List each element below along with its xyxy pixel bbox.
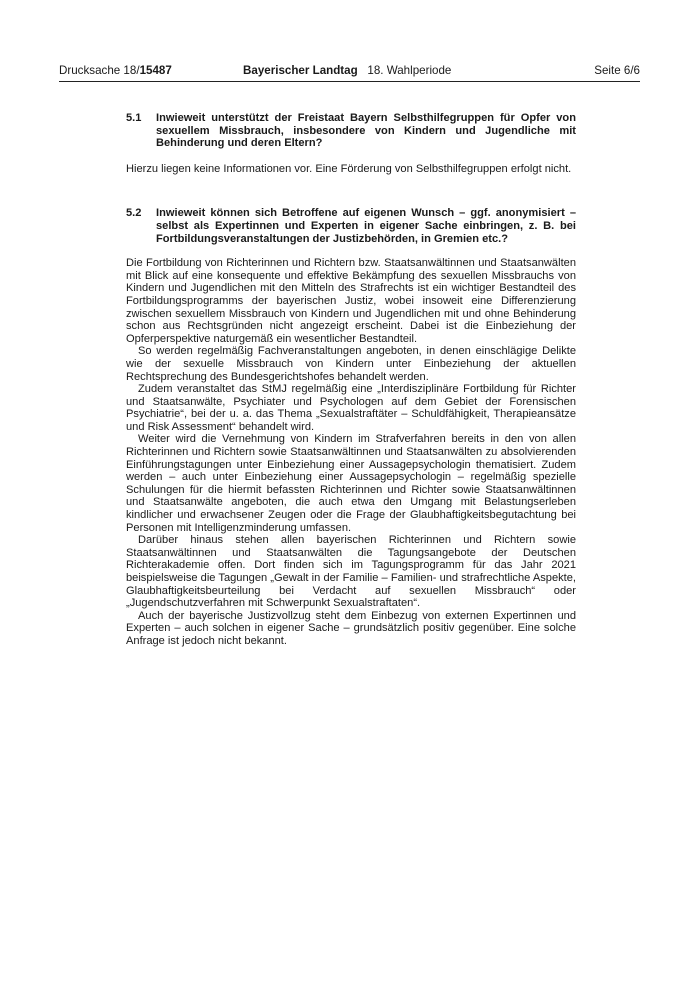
election-period: 18. Wahlperiode bbox=[367, 64, 452, 77]
answer-paragraph: Auch der bayerische Justizvollzug steht dem Einbezug von externen Expertinnen und Experten – auch solchen in eigener Sache – grundsätzlich positiv gegenüber. Eine solche Anfrage ist jedoch nicht bekannt. bbox=[126, 609, 576, 647]
answer-paragraph: Weiter wird die Vernehmung von Kindern im Strafverfahren bereits in den von allen Richterinnen und Richtern sowie Staatsanwältinnen und Staatsanwälten zu absolvierenden Einführungstagungen unter Einbeziehung einer Aussagepsychologin thematisiert. Zudem werden – auch unter Einbeziehung einer Aussagepsychologin – regelmäßig spezielle Schulungen für die hiermit befassten Richterinnen und Richter sowie Staatsanwältinnen und Staatsanwälte angeboten, die auch etwa den Umgang mit Belastungserleben kindlicher und erwachsener Zeugen oder die Frage der Glaubhaftigkeitsbegutachtung bei Personen mit Intelligenzminderung umfassen. bbox=[126, 433, 576, 534]
page-header bbox=[59, 64, 640, 80]
answer-paragraph: So werden regelmäßig Fachveranstaltungen angeboten, in denen einschlägige Delikte wie der sexuelle Missbrauch von Kindern unter Einbeziehung der aktuellen Rechtsprechung des Bundesgerichtshofes behandelt werden. bbox=[126, 345, 576, 383]
parliament-name: Bayerischer Landtag bbox=[243, 64, 358, 77]
question-text: Inwieweit unterstützt der Freistaat Bayern Selbsthilfegruppen für Opfer von sexuellem Missbrauch, insbesondere von Kindern und Jugendliche mit Behinderung und deren Eltern? bbox=[156, 112, 576, 150]
page-number: Seite 6/6 bbox=[594, 64, 640, 77]
question-number: 5.2 bbox=[126, 207, 142, 220]
answer-paragraph: Die Fortbildung von Richterinnen und Richtern bzw. Staatsanwältinnen und Staatsanwälten mit Blick auf eine konsequente und effektive Bekämpfung des sexuellen Missbrauchs von Kindern und Jugendlichen mit den Mitteln des Strafrechts ist ein wichtiger Bestandteil des Fortbildungsprogramms der bayerischen Justiz, wobei insoweit eine Differenzierung zwischen sexuellem Missbrauch von Kindern und Jugendlichen mit und ohne Behinderung schon aus Rechtsgründen nicht angezeigt erscheint. Dabei ist die Einbeziehung der Opferperspektive naturgemäß ein wesentlicher Bestandteil. bbox=[126, 257, 576, 345]
answer-paragraph: Hierzu liegen keine Informationen vor. Eine Förderung von Selbsthilfegruppen erfolgt nicht. bbox=[126, 162, 572, 175]
document-number bbox=[59, 64, 172, 78]
header-divider bbox=[59, 81, 640, 82]
question-text: Inwieweit können sich Betroffene auf eigenen Wunsch – ggf. anonymisiert – selbst als Expertinnen und Experten in eigener Sache einbringen, z. B. bei Fortbildungsveranstaltungen der Justizbehörden, in Gremien etc.? bbox=[156, 207, 576, 245]
question-5-1 bbox=[126, 112, 576, 150]
parliament-period bbox=[243, 64, 451, 78]
document-body bbox=[126, 112, 576, 648]
question-5-2 bbox=[126, 207, 576, 245]
question-number: 5.1 bbox=[126, 112, 142, 124]
drucksache-label: Drucksache 18/ bbox=[59, 64, 140, 77]
answer-paragraph: Darüber hinaus stehen allen bayerischen Richterinnen und Richtern sowie Staatsanwältinnen und Staatsanwälten die Tagungsangebote der Deutschen Richterakademie offen. Dort finden sich im Tagungsprogramm für das Jahr 2021 beispielsweise die Tagungen „Gewalt in der Familie – Familien- und strafrechtliche Aspekte, Glaubhaftigkeitsbeurteilung bei Verdacht auf sexuellen Missbrauch“ oder „Jugendschutzverfahren mit Schwerpunkt Sexualstraftaten“. bbox=[126, 534, 576, 610]
answer-paragraph: Zudem veranstaltet das StMJ regelmäßig eine „Interdisziplinäre Fortbildung für Richter und Staatsanwälte, Psychiater und Psychologen auf dem Gebiet der Forensischen Psychiatrie“, bei der u. a. das Thema „Sexualstraftäter – Schuldfähigkeit, Therapieansätze und Risk Assessment“ behandelt wird. bbox=[126, 383, 576, 433]
drucksache-number: 15487 bbox=[139, 64, 172, 77]
